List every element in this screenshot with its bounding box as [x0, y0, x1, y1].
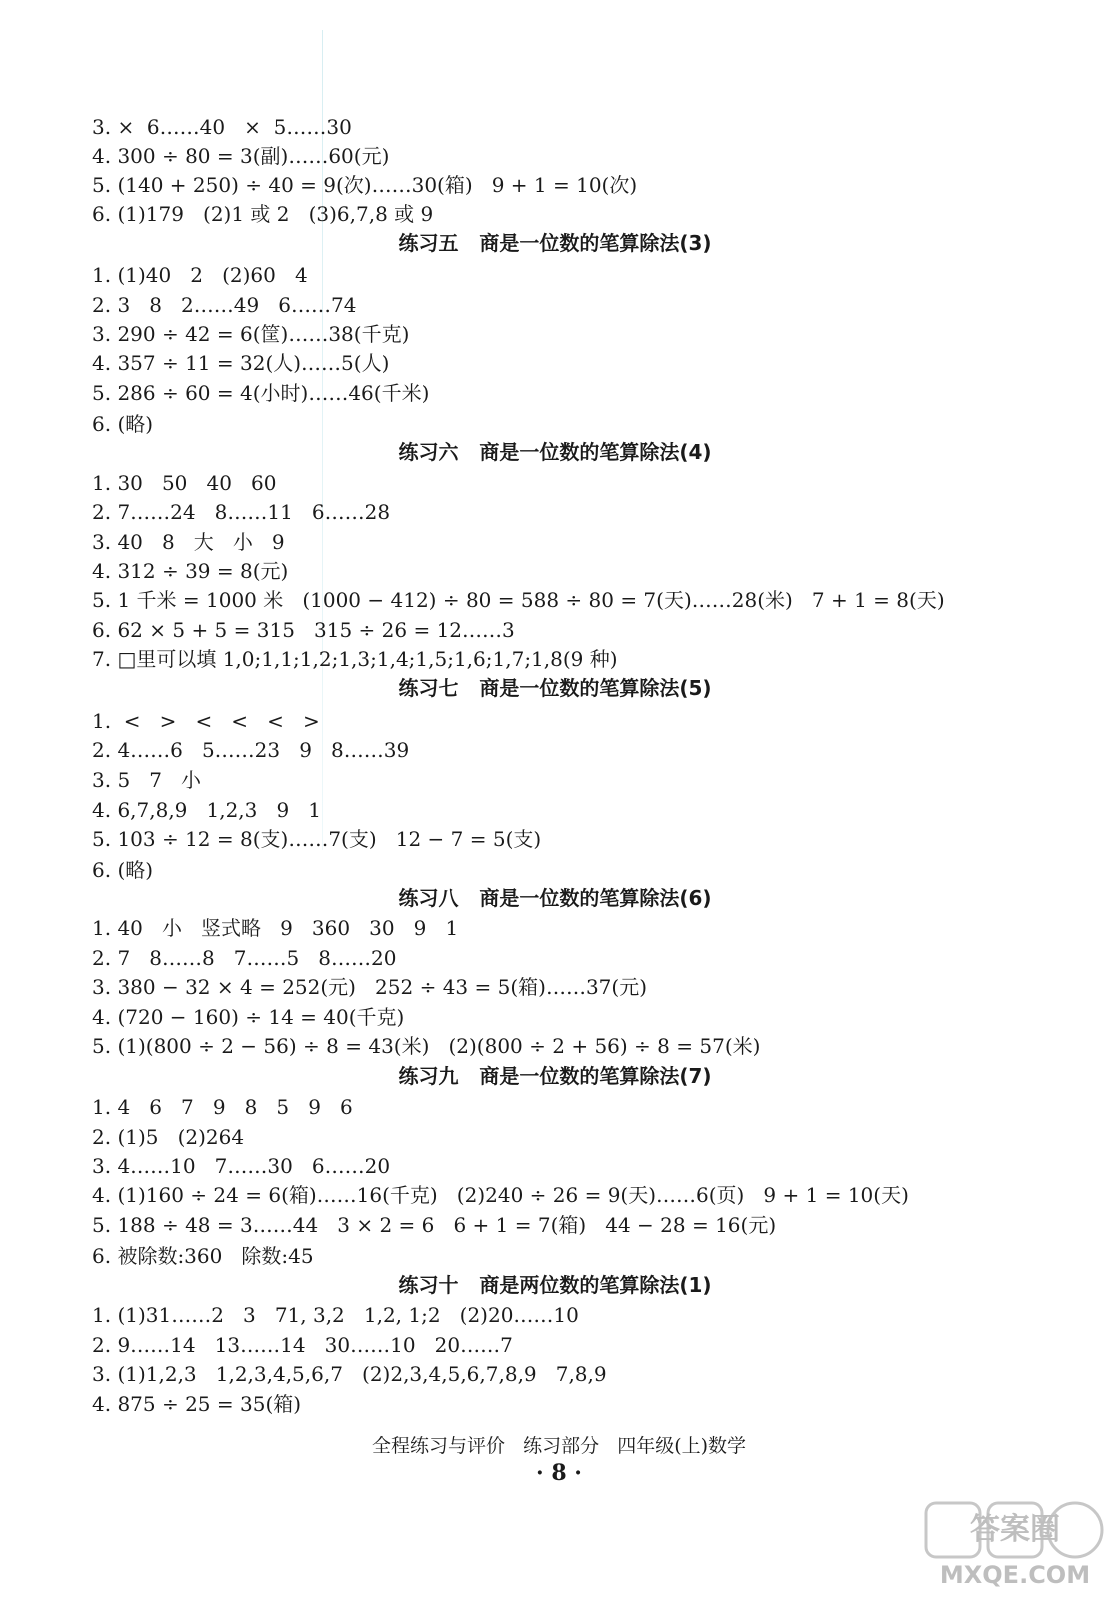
watermark-logo-text: 答案圈 — [970, 1512, 1060, 1547]
answer-line: 3. 5 7 小 — [92, 768, 202, 792]
answer-line: 1. (1)40 2 (2)60 4 — [92, 263, 308, 287]
answer-line: 2. 7……24 8……11 6……28 — [92, 500, 391, 524]
answer-line: 6. (1)179 (2)1 或 2 (3)6,7,8 或 9 — [92, 202, 434, 226]
answer-line: 5. 1 千米 = 1000 米 (1000 − 412) ÷ 80 = 588 ÷ 80 = 7(天)……28(米) 7 + 1 = 8(天) — [92, 588, 945, 612]
answer-line: 4. 357 ÷ 11 = 32(人)……5(人) — [92, 351, 390, 375]
answer-line: 4. 875 ÷ 25 = 35(箱) — [92, 1392, 302, 1416]
section-heading: 练习九 商是一位数的笔算除法(7) — [398, 1064, 712, 1088]
answer-line: 6. 被除数:360 除数:45 — [92, 1244, 314, 1268]
answer-line: 4. (720 − 160) ÷ 14 = 40(千克) — [92, 1005, 405, 1029]
answer-line: 5. 103 ÷ 12 = 8(支)……7(支) 12 − 7 = 5(支) — [92, 827, 542, 851]
answer-line: 6. (略) — [92, 858, 154, 882]
answer-line: 7. □里可以填 1,0;1,1;1,2;1,3;1,4;1,5;1,6;1,7;1,8(9 种) — [92, 647, 618, 671]
answer-line: 3. 380 − 32 × 4 = 252(元) 252 ÷ 43 = 5(箱)……37(元) — [92, 975, 648, 999]
answer-line: 4. (1)160 ÷ 24 = 6(箱)……16(千克) (2)240 ÷ 26 = 9(天)……6(页) 9 + 1 = 10(天) — [92, 1183, 909, 1207]
answer-line: 5. 188 ÷ 48 = 3……44 3 × 2 = 6 6 + 1 = 7(箱) 44 − 28 = 16(元) — [92, 1213, 777, 1237]
answer-line: 3. 290 ÷ 42 = 6(筐)……38(千克) — [92, 322, 410, 346]
answer-line: 1. (1)31……2 3 71, 3,2 1,2, 1;2 (2)20……10 — [92, 1303, 579, 1327]
section-heading: 练习十 商是两位数的笔算除法(1) — [398, 1273, 712, 1297]
answer-line: 3. (1)1,2,3 1,2,3,4,5,6,7 (2)2,3,4,5,6,7,8,9 7,8,9 — [92, 1362, 607, 1386]
answer-line: 5. (1)(800 ÷ 2 − 56) ÷ 8 = 43(米) (2)(800 ÷ 2 + 56) ÷ 8 = 57(米) — [92, 1034, 761, 1058]
section-heading: 练习七 商是一位数的笔算除法(5) — [398, 676, 712, 700]
answer-line: 4. 300 ÷ 80 = 3(副)……60(元) — [92, 144, 390, 168]
section-heading: 练习八 商是一位数的笔算除法(6) — [398, 886, 712, 910]
answer-line: 3. 40 8 大 小 9 — [92, 530, 285, 554]
answer-line: 5. (140 + 250) ÷ 40 = 9(次)……30(箱) 9 + 1 = 10(次) — [92, 173, 638, 197]
answer-line: 1. 30 50 40 60 — [92, 471, 277, 495]
answer-line: 1. < > < < < > — [92, 709, 320, 733]
answer-line: 3. 4……10 7……30 6……20 — [92, 1154, 391, 1178]
section-heading: 练习五 商是一位数的笔算除法(3) — [398, 231, 712, 255]
answer-line: 4. 312 ÷ 39 = 8(元) — [92, 559, 289, 583]
answer-line: 1. 4 6 7 9 8 5 9 6 — [92, 1095, 353, 1119]
answer-line: 4. 6,7,8,9 1,2,3 9 1 — [92, 798, 321, 822]
section-heading: 练习六 商是一位数的笔算除法(4) — [398, 440, 712, 464]
answer-line: 1. 40 小 竖式略 9 360 30 9 1 — [92, 916, 459, 940]
watermark-site: MXQE.COM — [939, 1561, 1091, 1589]
answer-line: 3. × 6……40 × 5……30 — [92, 115, 352, 139]
page-number: · 8 · — [536, 1460, 582, 1486]
answer-line: 6. 62 × 5 + 5 = 315 315 ÷ 26 = 12……3 — [92, 618, 515, 642]
answer-line: 6. (略) — [92, 412, 154, 436]
book-footer-title: 全程练习与评价 练习部分 四年级(上)数学 — [371, 1435, 747, 1457]
answer-line: 5. 286 ÷ 60 = 4(小时)……46(千米) — [92, 381, 430, 405]
answer-line: 2. (1)5 (2)264 — [92, 1125, 245, 1149]
answer-line: 2. 7 8……8 7……5 8……20 — [92, 946, 397, 970]
answer-line: 2. 9……14 13……14 30……10 20……7 — [92, 1333, 513, 1357]
watermark-logo — [920, 1497, 1110, 1592]
answer-line: 2. 4……6 5……23 9 8……39 — [92, 738, 410, 762]
answer-line: 2. 3 8 2……49 6……74 — [92, 293, 357, 317]
